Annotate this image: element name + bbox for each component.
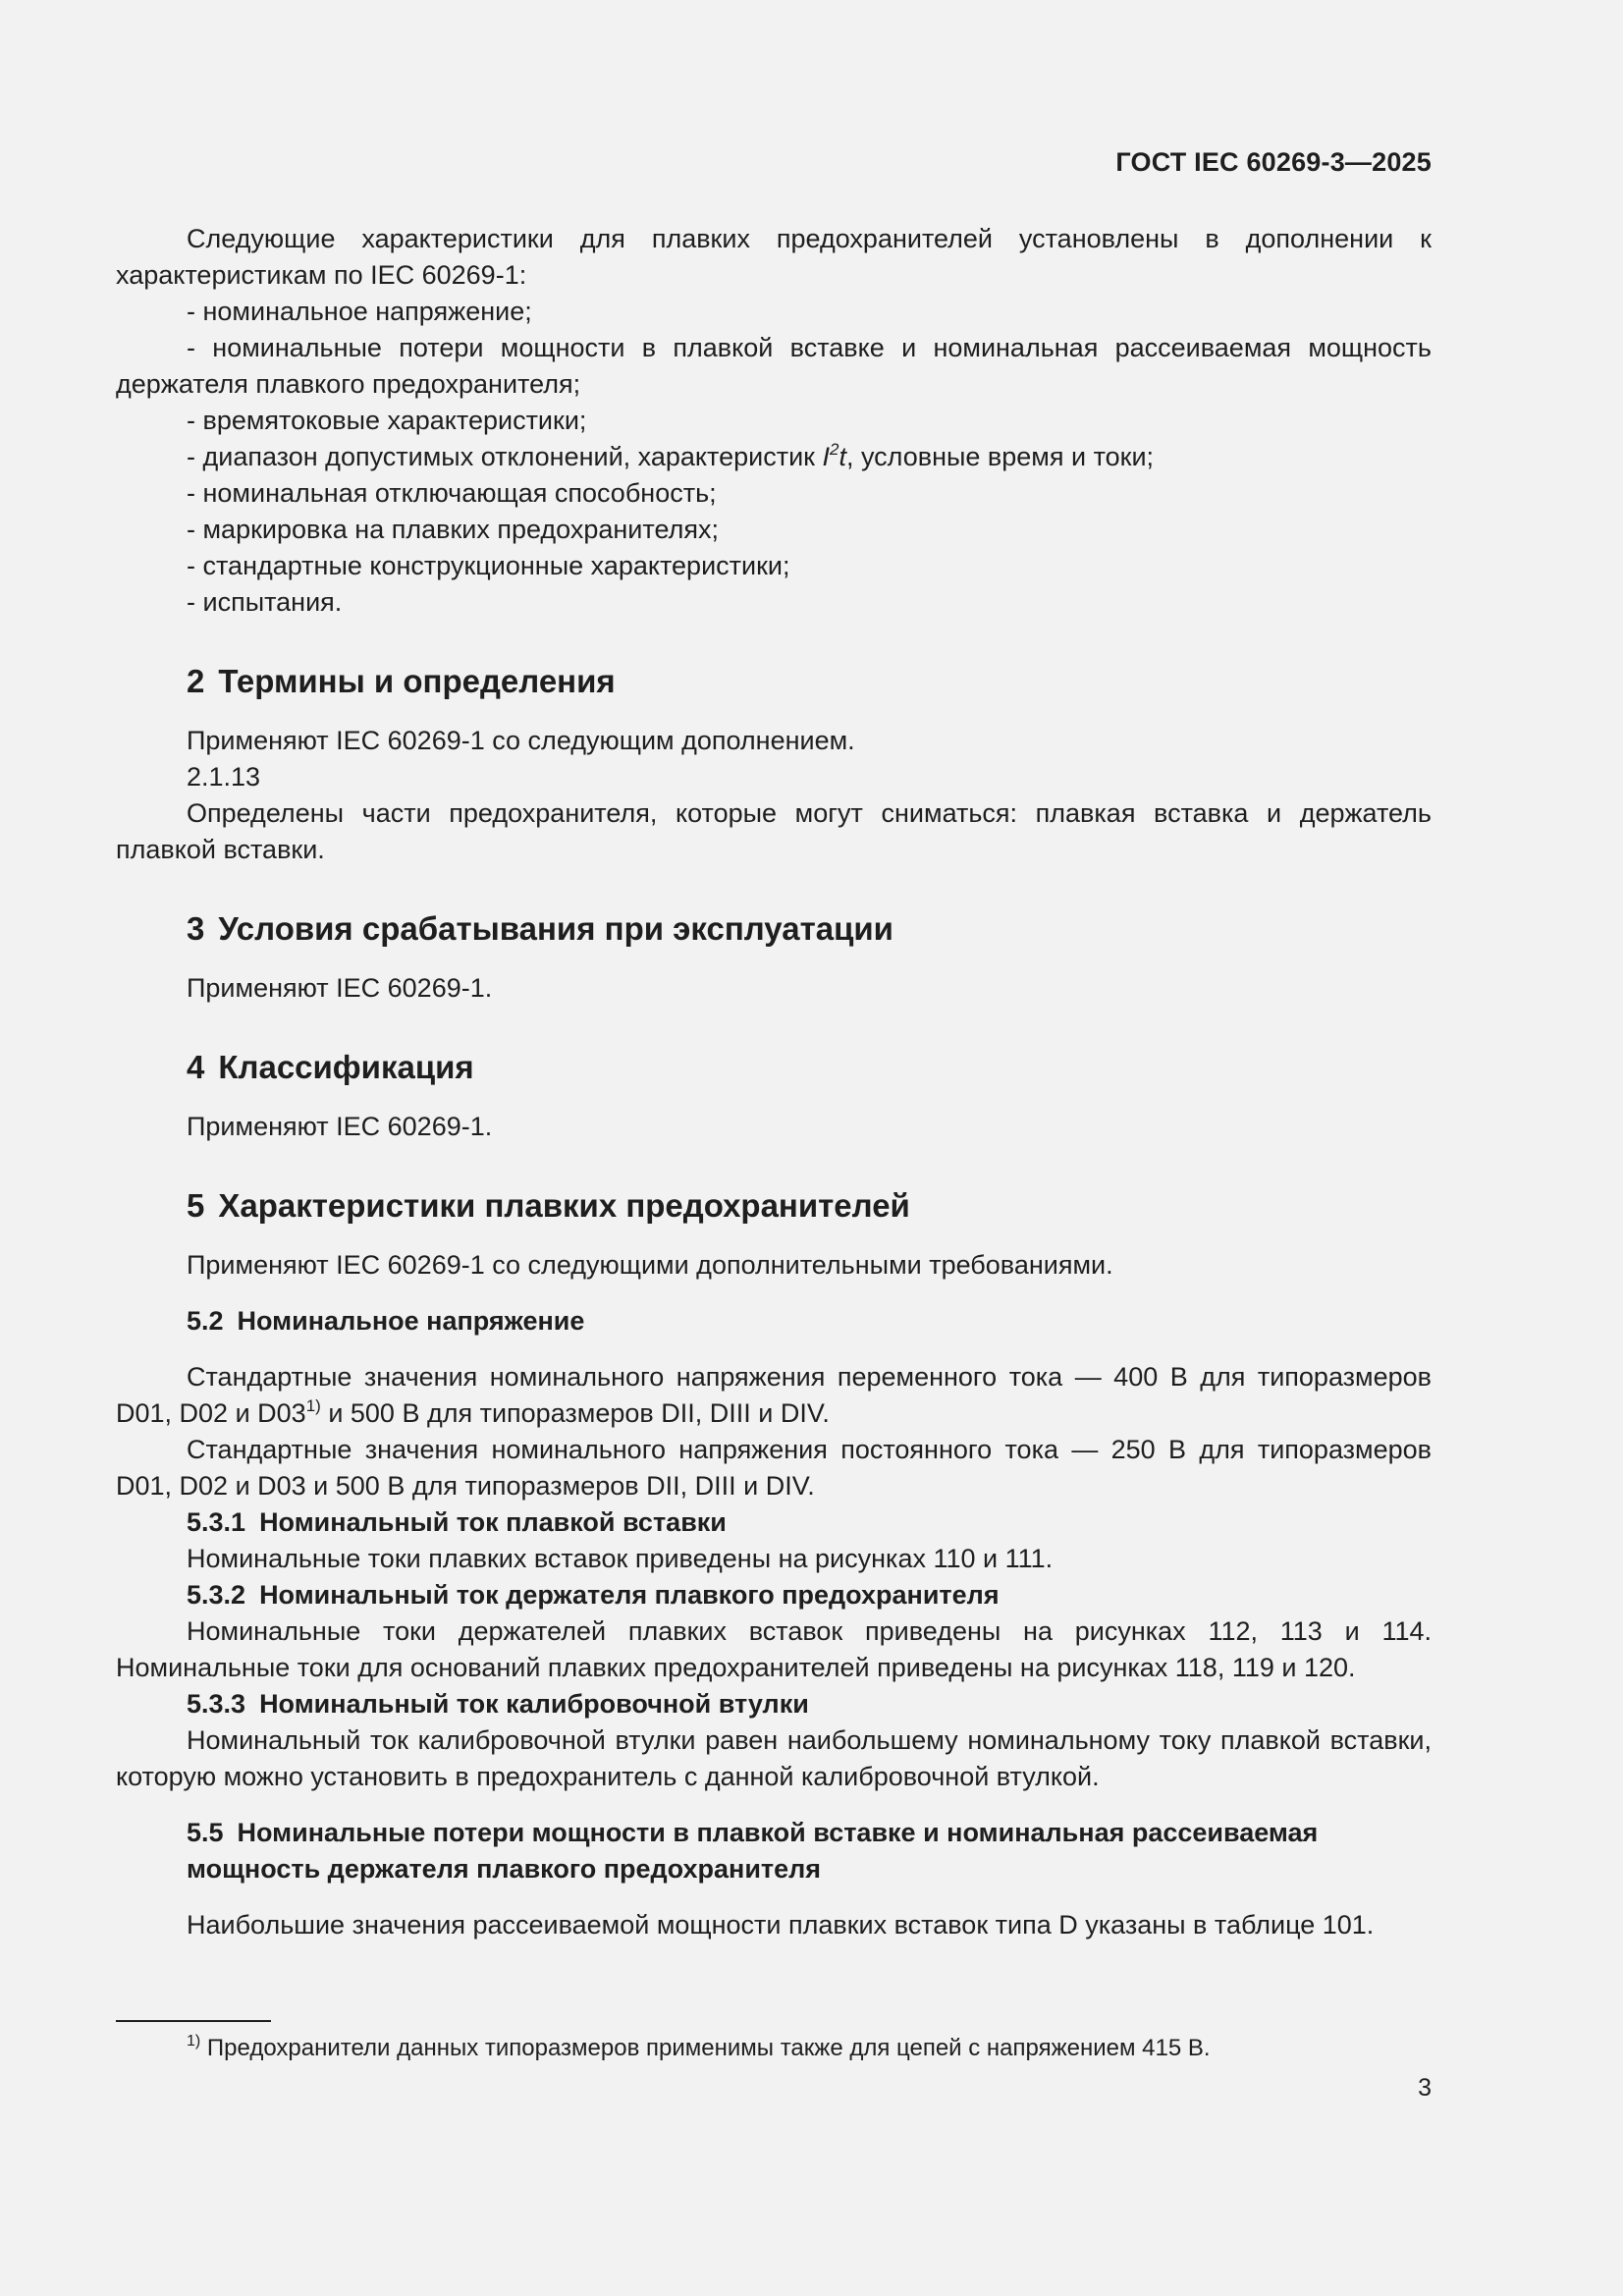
subsection-heading-5-3-1: 5.3.1 Номинальный ток плавкой вставки	[187, 1507, 727, 1537]
section-3-paragraph: Применяют IEC 60269-1.	[187, 973, 493, 1003]
subsection-5-3-2-paragraph: Номинальные токи держателей плавких вставок приведены на рисунках 112, 113 и 114. Номинальные токи для оснований плавких предохранителей приведены на рисунках 118, 119 и 120.	[116, 1616, 1432, 1682]
list-item: - времятоковые характеристики;	[187, 406, 587, 435]
list-item: - номинальная отключающая способность;	[187, 478, 717, 508]
section-4-paragraph: Применяют IEC 60269-1.	[187, 1112, 493, 1141]
section-heading-2: 2 Термины и определения	[187, 663, 616, 699]
list-item: - диапазон допустимых отклонений, характеристик $I^2t$, условные время и токи;	[187, 440, 1155, 471]
list-item: - стандартные конструкционные характеристики;	[187, 551, 790, 580]
section-5-paragraph: Применяют IEC 60269-1 со следующими дополнительными требованиями.	[187, 1250, 1113, 1280]
page-number: 3	[1418, 2074, 1432, 2102]
section-heading-4: 4 Классификация	[187, 1049, 474, 1085]
list-item: - номинальное напряжение;	[187, 297, 532, 326]
page-content	[116, 221, 1432, 1943]
section-heading-5: 5 Характеристики плавких предохранителей	[187, 1187, 910, 1224]
subsection-5-3-1-paragraph: Номинальные токи плавких вставок приведены на рисунках 110 и 111.	[187, 1544, 1054, 1573]
clause-number: 2.1.13	[187, 762, 261, 792]
section-2-paragraph: Применяют IEC 60269-1 со следующим дополнением.	[187, 726, 855, 755]
subsection-5-5-paragraph: Наибольшие значения рассеиваемой мощности плавких вставок типа D указаны в таблице 101.	[187, 1910, 1375, 1940]
list-item: - маркировка на плавких предохранителях;	[187, 515, 719, 544]
footnote-ref: 1)	[305, 1396, 321, 1415]
subsection-heading-5-2: 5.2 Номинальное напряжение	[187, 1306, 585, 1336]
subsection-heading-5-3-2: 5.3.2 Номинальный ток держателя плавкого предохранителя	[187, 1580, 1000, 1610]
subsection-5-2-paragraph-1: Стандартные значения номинального напряжения переменного тока — 400 В для типоразмеров D01, D02 и D03$^{1)}$ и 500 В для типоразмеров DII, DIII и DIV.	[116, 1362, 1432, 1428]
i2t-symbol: $I^2t$	[822, 440, 846, 471]
section-2-definition: Определены части предохранителя, которые могут сниматься: плавкая вставка и держатель плавкой вставки.	[116, 798, 1432, 864]
footnote: $^{1)}$ Предохранители данных типоразмеров применимы также для цепей с напряжением 415 В.	[187, 2033, 1211, 2061]
list-item: - номинальные потери мощности в плавкой вставке и номинальная рассеиваемая мощность держателя плавкого предохранителя;	[116, 333, 1432, 399]
list-item: - испытания.	[187, 587, 343, 617]
subsection-5-2-paragraph-2: Стандартные значения номинального напряжения постоянного тока — 250 В для типоразмеров D01, D02 и D03 и 500 В для типоразмеров DII, DIII и DIV.	[116, 1435, 1432, 1501]
section-heading-3: 3 Условия срабатывания при эксплуатации	[187, 910, 893, 947]
document-code: ГОСТ IEC 60269-3—2025	[1115, 147, 1432, 177]
intro-paragraph: Следующие характеристики для плавких предохранителей установлены в дополнении к характеристикам по IEC 60269-1:	[116, 224, 1432, 290]
subsection-5-3-3-paragraph: Номинальный ток калибровочной втулки равен наибольшему номинальному току плавкой вставки, которую можно установить в предохранитель с данной калибровочной втулкой.	[116, 1725, 1432, 1791]
footnote-divider	[116, 2020, 271, 2022]
subsection-heading-5-5: 5.5 Номинальные потери мощности в плавкой вставке и номинальная рассеиваемая мощность держателя плавкого предохранителя	[187, 1818, 1319, 1884]
subsection-heading-5-3-3: 5.3.3 Номинальный ток калибровочной втулки	[187, 1689, 809, 1719]
